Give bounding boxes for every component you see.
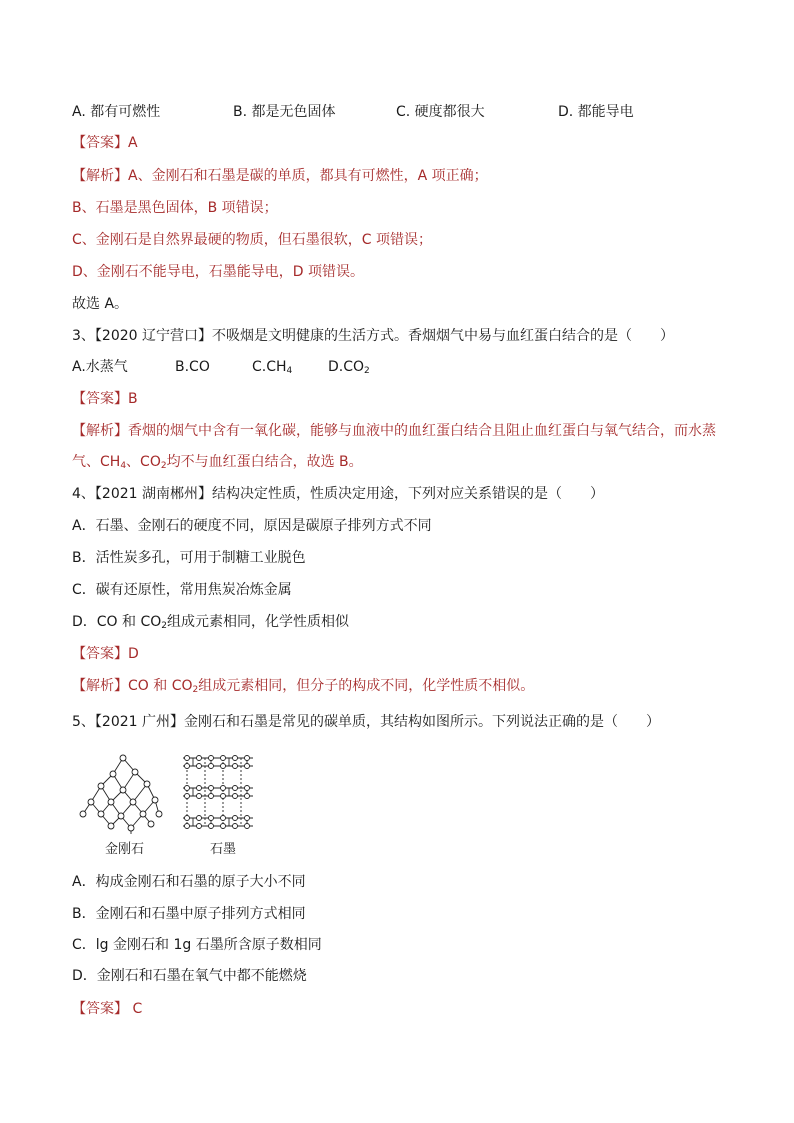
- prev-question-options: [72, 102, 722, 122]
- q4-option-d: [72, 612, 349, 632]
- q4-analysis-b: 组成元素相同，但分子的构成不同，化学性质不相似。: [198, 678, 535, 694]
- q4-option-c: C．碳有还原性，常用焦炭冶炼金属: [72, 582, 292, 598]
- prev-answer: 【答案】A: [72, 135, 138, 151]
- q4-analysis-a: 【解析】CO 和 CO: [72, 678, 193, 694]
- q3-analysis-2-sub2: 2: [160, 461, 167, 471]
- prev-analysis-line-4: D、金刚石不能导电，石墨能导电，D 项错误。: [72, 264, 365, 280]
- q5-answer: [72, 999, 142, 1019]
- prev-analysis-line-2: B、石墨是黑色固体，B 项错误；: [72, 200, 278, 216]
- q4-option-d-sub: 2: [161, 621, 168, 631]
- q4-option-a: A．石墨、金刚石的硬度不同，原因是碳原子排列方式不同: [72, 518, 432, 534]
- carbon-structure-figure: [75, 744, 275, 856]
- q3-options: [72, 357, 722, 377]
- q3-option-d: [328, 357, 370, 377]
- prev-analysis-line-3: C、金刚石是自然界最硬的物质，但石墨很软，C 项错误；: [72, 232, 432, 248]
- q4-analysis-sub: 2: [192, 685, 199, 695]
- q5-option-a: A．构成金刚石和石墨的原子大小不同: [72, 874, 306, 890]
- q3-stem: 3、【2020 辽宁营口】不吸烟是文明健康的生活方式。香烟烟气中易与血红蛋白结合的是（ ）: [72, 328, 674, 344]
- q4-option-d-text-b: 组成元素相同，化学性质相似: [167, 614, 350, 630]
- q3-option-b: B.CO: [175, 359, 210, 375]
- graphite-label: 石墨: [210, 842, 237, 857]
- q5-answer-value: C: [132, 1001, 143, 1017]
- q3-option-d-sub: 2: [364, 366, 370, 376]
- q3-analysis-2a: 气、CH: [72, 454, 121, 470]
- q3-option-c-sub: 4: [286, 366, 293, 376]
- q3-analysis-line-1: 【解析】香烟的烟气中含有一氧化碳，能够与血液中的血红蛋白结合且阻止血红蛋白与氧气结合，而水蒸: [72, 423, 716, 439]
- q5-option-d: D．金刚石和石墨在氧气中都不能燃烧: [72, 968, 307, 984]
- q5-stem: 5、【2021 广州】金刚石和石墨是常见的碳单质，其结构如图所示。下列说法正确的是（ ）: [72, 714, 660, 730]
- prev-option-c: C. 硬度都很大: [396, 104, 485, 120]
- q3-analysis-2-sub1: 4: [120, 461, 127, 471]
- q4-option-d-text-a: D．CO 和 CO: [72, 614, 162, 630]
- diamond-label: 金刚石: [105, 842, 145, 857]
- q3-answer: 【答案】B: [72, 391, 138, 407]
- q4-analysis: [72, 676, 534, 696]
- q5-option-b: B．金刚石和石墨中原子排列方式相同: [72, 906, 306, 922]
- q3-analysis-line-2: [72, 452, 363, 472]
- q3-option-c-text: C.CH: [252, 359, 287, 375]
- prev-option-b: B. 都是无色固体: [233, 104, 336, 120]
- prev-conclusion: 故选 A。: [72, 296, 129, 312]
- q3-analysis-2c: 均不与血红蛋白结合，故选 B。: [166, 454, 363, 470]
- prev-analysis-line-1: 【解析】A、金刚石和石墨是碳的单质，都具有可燃性，A 项正确；: [72, 168, 488, 184]
- q4-stem: 4、【2021 湖南郴州】结构决定性质，性质决定用途，下列对应关系错误的是（ ）: [72, 486, 604, 502]
- q3-option-d-text: D.CO: [328, 359, 365, 375]
- q3-option-a: A.水蒸气: [72, 359, 128, 375]
- q3-analysis-2b: 、CO: [126, 454, 161, 470]
- diamond-structure: [80, 755, 162, 834]
- graphite-structure: [183, 756, 253, 829]
- q5-option-c: C．lg 金刚石和 1g 石墨所含原子数相同: [72, 937, 322, 953]
- q4-option-b: B．活性炭多孔，可用于制糖工业脱色: [72, 550, 306, 566]
- prev-option-a: A. 都有可燃性: [72, 104, 161, 120]
- q5-answer-label: 【答案】: [72, 1001, 128, 1017]
- prev-option-d: D. 都能导电: [558, 104, 634, 120]
- q4-answer: 【答案】D: [72, 646, 139, 662]
- q3-option-c: [252, 357, 292, 377]
